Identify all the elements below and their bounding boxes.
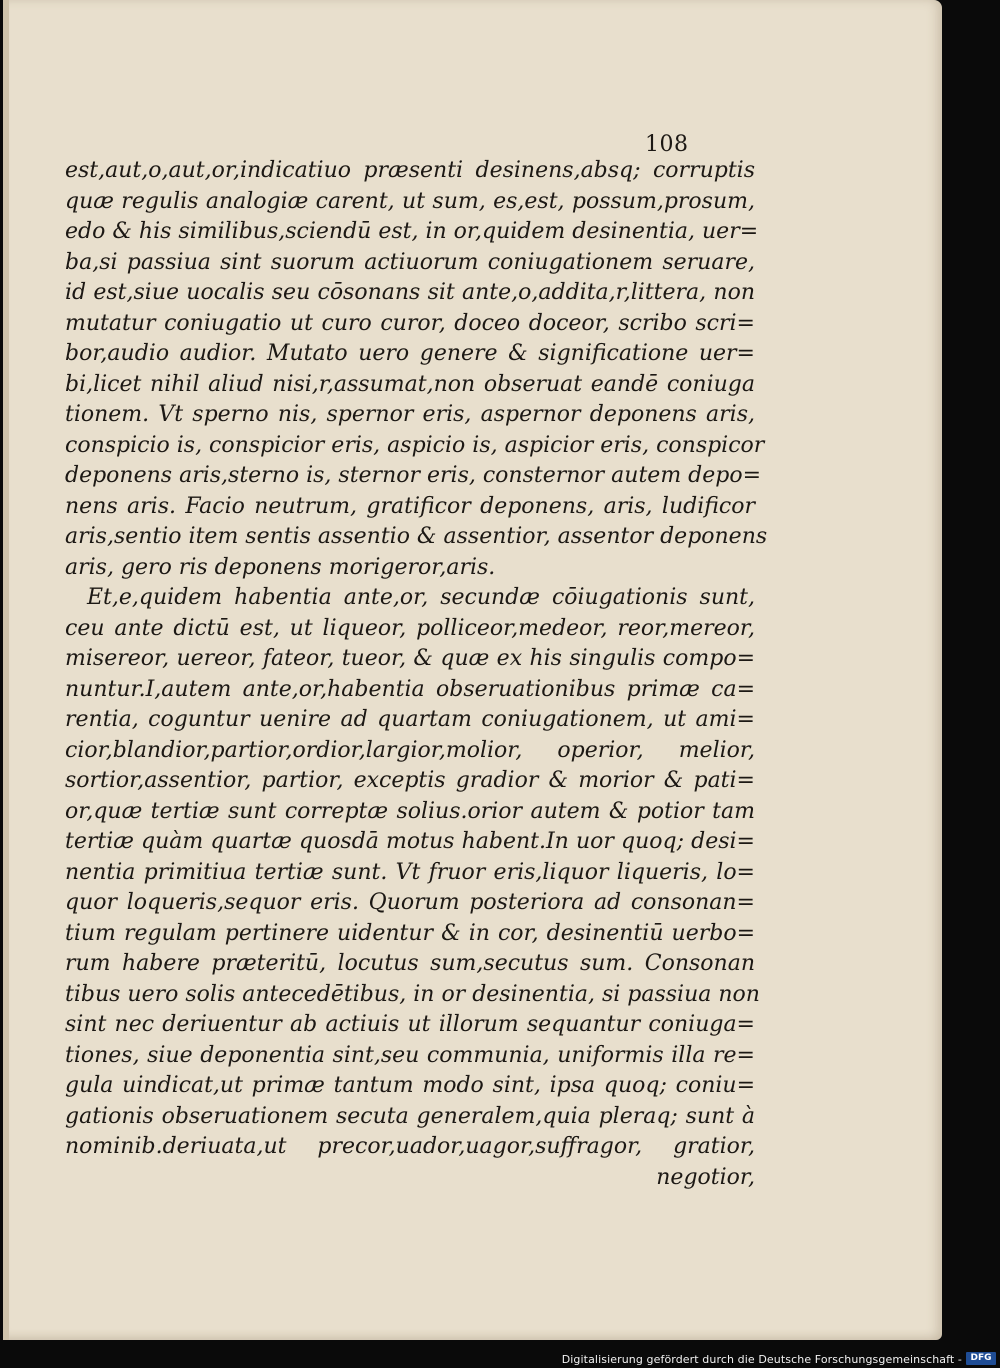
text-line: nentia primitiua tertiæ sunt. Vt fruor eris,liquor liqueris, lo= [65, 859, 755, 885]
text-line: deponens aris,sterno is, sternor eris, consternor autem depo= [65, 463, 762, 488]
text-line: or,quæ tertiæ sunt correptæ solius.orior autem & potior tam [65, 798, 755, 824]
text-line: tiones, siue deponentia sint,seu communia, uniformis illa re= [65, 1042, 755, 1068]
page-number: 108 [645, 132, 689, 157]
text-line: sint nec deriuentur ab actiuis ut illorum sequantur coniuga= [65, 1012, 755, 1037]
text-line: gationis obseruationem secuta generalem,quia pleraq; sunt à [65, 1103, 755, 1129]
text-line: ceu ante dictū est, ut liqueor, polliceor,medeor, reor,mereor, [65, 615, 755, 641]
text-line: conspicio is, conspicior eris, aspicio is, aspicior eris, conspicor [65, 432, 765, 458]
text-line: tium regulam pertinere uidentur & in cor, desinentiū uerbo= [65, 920, 755, 946]
text-line: cior,blandior,partior,ordior,largior,molior, operior, melior, [65, 737, 755, 763]
dfg-logo: DFG [966, 1352, 996, 1365]
text-line: quor loqueris,sequor eris. Quorum posteriora ad consonan= [65, 890, 755, 915]
text-line: est,aut,o,aut,or,indicatiuo præsenti desinens,absq; corruptis [65, 158, 755, 183]
text-line: tertiæ quàm quartæ quosdā motus habent.In uor quoq; desi= [65, 829, 755, 854]
text-line: gula uindicat,ut primæ tantum modo sint, ipsa quoq; coniu= [65, 1073, 755, 1098]
text-line: nens aris. Facio neutrum, gratificor deponens, aris, ludificor [65, 493, 755, 519]
text-line: misereor, uereor, fateor, tueor, & quæ ex his singulis compo= [65, 646, 755, 671]
book-page [3, 0, 942, 1340]
text-line: ba,si passiua sint suorum actiuorum coniugationem seruare, [65, 249, 755, 275]
text-line: tibus uero solis antecedētibus, in or desinentia, si passiua non [65, 981, 760, 1007]
text-line: quæ regulis analogiæ carent, ut sum, es,est, possum,prosum, [65, 188, 755, 214]
text-line: mutatur coniugatio ut curo curor, doceo doceor, scribo scri= [65, 310, 755, 336]
text-line: aris, gero ris deponens morigeror,aris. [65, 554, 496, 580]
text-line: edo & his similibus,sciendū est, in or,quidem desinentia, uer= [65, 219, 759, 244]
text-line: nuntur.I,autem ante,or,habentia obseruationibus primæ ca= [65, 676, 755, 702]
body-text [65, 156, 768, 1193]
text-line: aris,sentio item sentis assentio & assentior, assentor deponens [65, 524, 768, 549]
text-line: nominib.deriuata,ut precor,uador,uagor,suffragor, gratior, [65, 1134, 755, 1159]
text-line: bor,audio audior. Mutato uero genere & significatione uer= [65, 341, 755, 366]
text-line: bi,licet nihil aliud nisi,r,assumat,non obseruat eandē coniuga [65, 371, 755, 397]
text-line: id est,siue uocalis seu cōsonans sit ante,o,addita,r,littera, non [65, 280, 755, 305]
digitization-credit: Digitalisierung gefördert durch die Deutsche Forschungsgemeinschaft - [561, 1353, 962, 1366]
text-line: rentia, coguntur uenire ad quartam coniugationem, ut ami= [65, 707, 755, 732]
text-line: rum habere præteritū, locutus sum,secutus sum. Consonan [65, 951, 755, 976]
text-line: tionem. Vt sperno nis, spernor eris, aspernor deponens aris, [65, 402, 755, 427]
page-edge [3, 0, 9, 1340]
text-line: Et,e,quidem habentia ante,or, secundæ cōiugationis sunt, [87, 585, 755, 610]
catchword: negotior, [656, 1164, 755, 1190]
text-line: sortior,assentior, partior, exceptis gradior & morior & pati= [65, 768, 755, 793]
